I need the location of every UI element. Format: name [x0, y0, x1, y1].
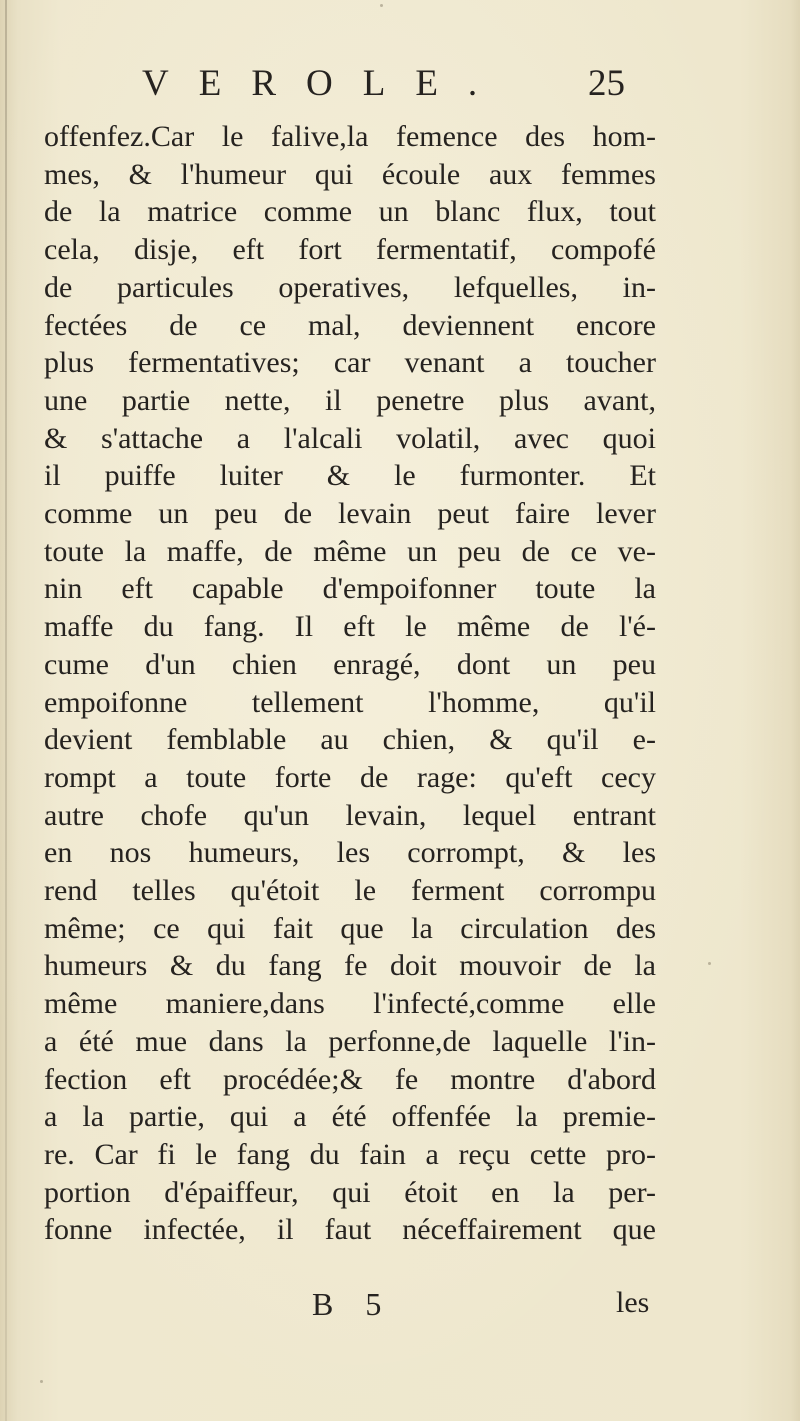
- paper-speck: [40, 1380, 43, 1383]
- page-header: [0, 60, 800, 120]
- text-line: même; ce qui fait que la circulation des: [44, 911, 656, 945]
- text-line: & s'attache a l'alcali volatil, avec quoi: [44, 421, 656, 455]
- text-line: rend telles qu'étoit le ferment corrompu: [44, 874, 656, 908]
- text-line: re. Car fi le fang du fain a reçu cette pro-: [44, 1137, 656, 1171]
- text-line: a été mue dans la perfonne,de laquelle l'in-: [44, 1024, 656, 1058]
- running-title: VEROLE.: [142, 63, 508, 104]
- paper-speck: [380, 4, 383, 7]
- text-line: de la matrice comme un blanc flux, tout: [44, 195, 656, 229]
- text-line: offenfez.Car le falive,la femence des hom-: [44, 120, 656, 153]
- text-line: humeurs & du fang fe doit mouvoir de la: [44, 949, 656, 983]
- text-line: toute la maffe, de même un peu de ce ve-: [44, 534, 656, 568]
- page-footer: [0, 1286, 800, 1336]
- catchword: les: [616, 1286, 650, 1319]
- paper-speck: [708, 962, 711, 965]
- text-line: fonne infectée, il faut néceffairement que: [44, 1213, 656, 1247]
- text-line: nin eft capable d'empoifonner toute la: [44, 572, 656, 606]
- text-line: mes, & l'humeur qui écoule aux femmes: [44, 157, 656, 191]
- text-line: plus fermentatives; car venant a toucher: [44, 346, 656, 380]
- text-line: même maniere,dans l'infecté,comme elle: [44, 987, 656, 1021]
- text-line: une partie nette, il penetre plus avant,: [44, 383, 656, 417]
- text-line: il puiffe luiter & le furmonter. Et: [44, 459, 656, 493]
- text-line: cela, disje, eft fort fermentatif, compofé: [44, 233, 656, 267]
- text-line: fectées de ce mal, deviennent encore: [44, 308, 656, 342]
- binding-gutter: [5, 0, 7, 1421]
- text-line: empoifonne tellement l'homme, qu'il: [44, 685, 656, 719]
- signature-mark: B 5: [312, 1286, 394, 1322]
- page-number: 25: [588, 63, 625, 104]
- text-line: fection eft procédée;& fe montre d'abord: [44, 1062, 656, 1096]
- text-line: maffe du fang. Il eft le même de l'é-: [44, 610, 656, 644]
- text-line: en nos humeurs, les corrompt, & les: [44, 836, 656, 870]
- text-line: comme un peu de levain peut faire lever: [44, 497, 656, 531]
- text-line: rompt a toute forte de rage: qu'eft cecy: [44, 760, 656, 794]
- text-line: portion d'épaiffeur, qui étoit en la per-: [44, 1175, 656, 1209]
- text-line: cume d'un chien enragé, dont un peu: [44, 647, 656, 681]
- text-line: autre chofe qu'un levain, lequel entrant: [44, 798, 656, 832]
- text-line: a la partie, qui a été offenfée la premie-: [44, 1100, 656, 1134]
- text-line: devient femblable au chien, & qu'il e-: [44, 723, 656, 757]
- text-line: de particules operatives, lefquelles, in-: [44, 270, 656, 304]
- body-text: [44, 118, 656, 1249]
